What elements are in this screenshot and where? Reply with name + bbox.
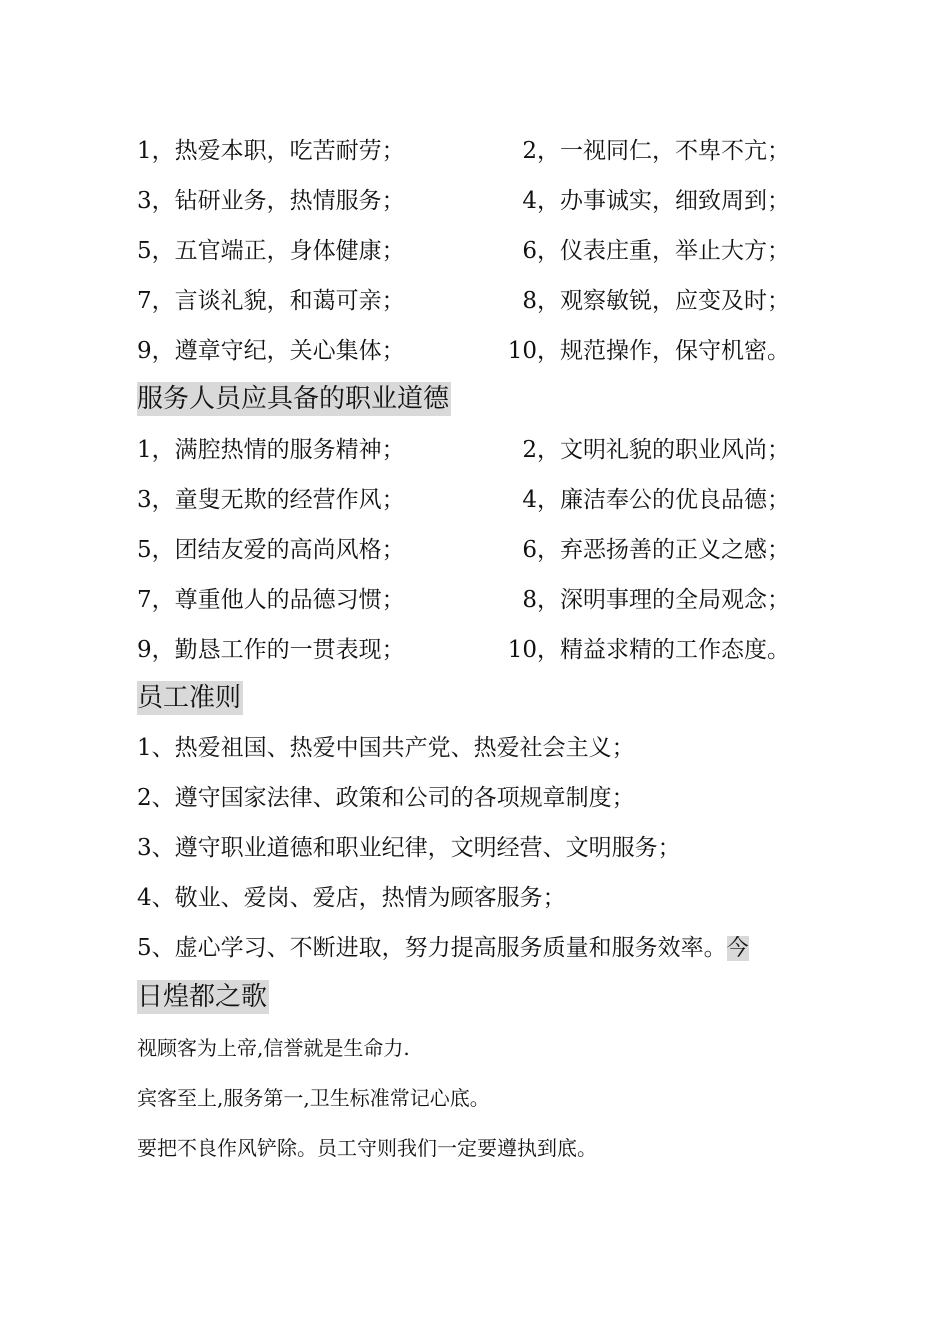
song-line: 视顾客为上帝,信誉就是生命力. (137, 1036, 410, 1060)
song-line: 宾客至上,服务第一,卫生标准常记心底。 (137, 1086, 490, 1110)
list-item: 2，一视同仁，不卑不亢； (522, 138, 790, 164)
list-item: 8，深明事理的全局观念； (522, 587, 790, 613)
list-item: 7，尊重他人的品德习惯； (137, 587, 405, 613)
list-item: 4，办事诚实，细致周到； (522, 188, 790, 214)
section-heading: 日煌都之歌 (137, 982, 268, 1012)
list-item: 4、敬业、爱岗、爱店，热情为顾客服务； (137, 885, 566, 911)
list-item: 1，满腔热情的服务精神； (137, 437, 405, 463)
list-row (0, 580, 950, 620)
list-item: 9，遵章守纪，关心集体； (137, 338, 405, 364)
list-item: 6，弃恶扬善的正义之感； (522, 537, 790, 563)
list-item: 2，文明礼貌的职业风尚； (522, 437, 790, 463)
list-item: 5，团结友爱的高尚风格； (137, 537, 405, 563)
highlighted-char: 今 (726, 936, 749, 961)
song-line: 要把不良作风铲除。员工守则我们一定要遵执到底。 (137, 1136, 597, 1160)
list-row (0, 630, 950, 670)
section-heading: 服务人员应具备的职业道德 (137, 384, 450, 414)
list-item: 3、遵守职业道德和职业纪律，文明经营、文明服务； (137, 835, 681, 861)
list-row (0, 331, 950, 371)
list-item: 1、热爱祖国、热爱中国共产党、热爱社会主义； (137, 735, 635, 761)
list-row (0, 281, 950, 321)
list-item: 7，言谈礼貌，和蔼可亲； (137, 288, 405, 314)
list-row (0, 430, 950, 470)
list-row (0, 231, 950, 271)
list-row (0, 480, 950, 520)
section-heading: 员工准则 (137, 683, 242, 713)
list-row (0, 131, 950, 171)
list-item: 9，勤恳工作的一贯表现； (137, 637, 405, 663)
list-item: 2、遵守国家法律、政策和公司的各项规章制度； (137, 785, 635, 811)
list-item: 3，童叟无欺的经营作风； (137, 487, 405, 513)
list-item: 8，观察敏锐，应变及时； (522, 288, 790, 314)
list-item: 4，廉洁奉公的优良品德； (522, 487, 790, 513)
list-item: 10，规范操作，保守机密。 (507, 338, 790, 364)
list-row (0, 530, 950, 570)
list-row (0, 181, 950, 221)
list-item: 1，热爱本职，吃苦耐劳； (137, 138, 405, 164)
list-item: 6，仪表庄重，举止大方； (522, 238, 790, 264)
list-item: 5，五官端正，身体健康； (137, 238, 405, 264)
list-item: 5、虚心学习、不断进取，努力提高服务质量和服务效率。今 (137, 935, 749, 961)
list-item: 10，精益求精的工作态度。 (507, 637, 790, 663)
list-item: 3，钻研业务，热情服务； (137, 188, 405, 214)
